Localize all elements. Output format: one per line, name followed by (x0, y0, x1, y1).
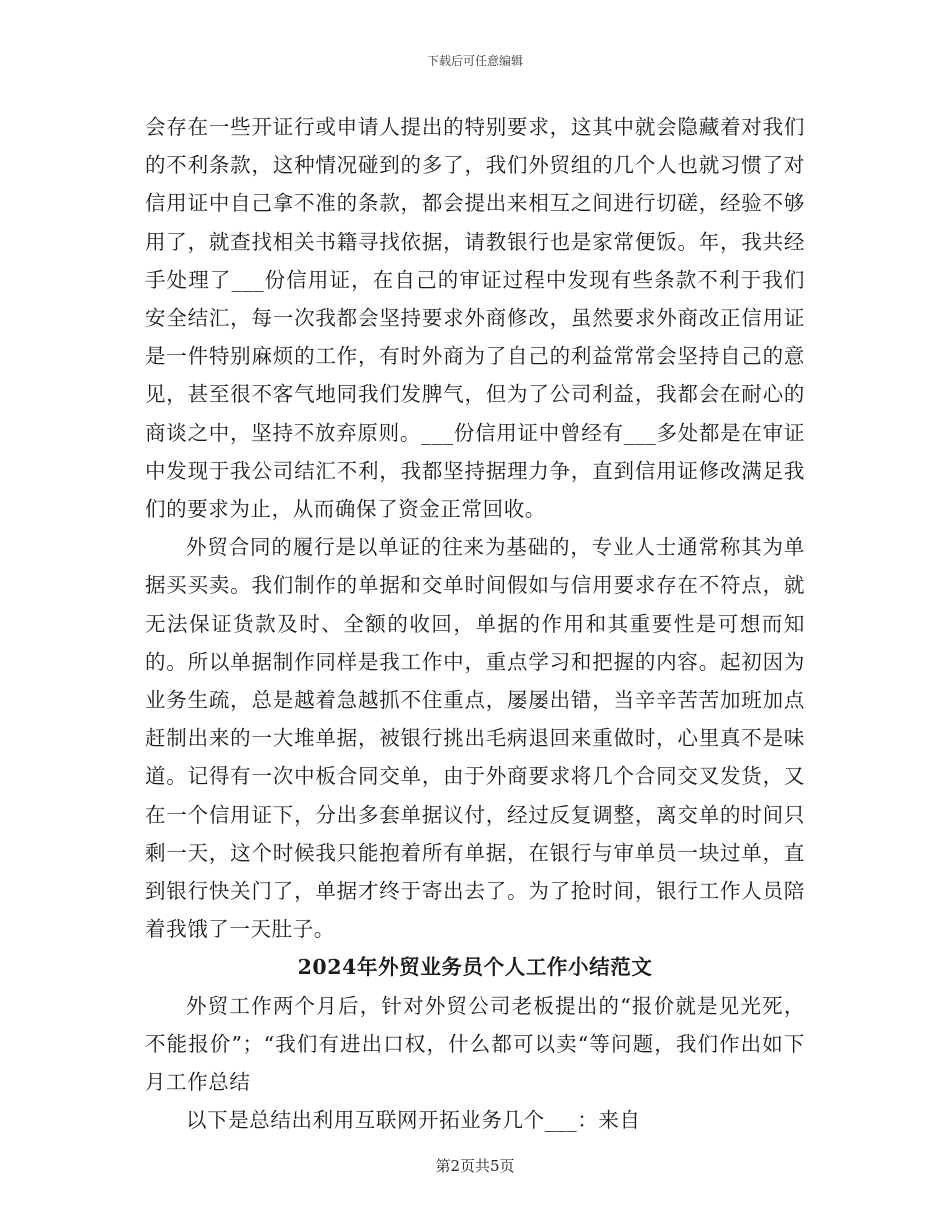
section-title: 2024年外贸业务员个人工作小结范文 (297, 955, 653, 980)
paragraph-letter-of-credit: 会存在一些开证行或申请人提出的特别要求，这其中就会隐藏着对我们的不利条款，这种情况碰到的多了，我们外贸组的几个人也就习惯了对信用证中自己拿不准的条款，都会提出来相互之间进行切磋，经验不够用了，就查找相关书籍寻找依据，请教银行也是家常便饭。年，我共经手处理了___份信用证，在自己的审证过程中发现有些条款不利于我们安全结汇，每一次我都会坚持要求外商修改，虽然要求外商改正信用证是一件特别麻烦的工作，有时外商为了自己的利益常常会坚持自己的意见，甚至很不客气地同我们发脾气，但为了公司利益，我都会在耐心的商谈之中，坚持不放弃原则。___份信用证中曾经有___多处都是在审证中发现于我公司结汇不利，我都坚持据理力争，直到信用证修改满足我们的要求为止，从而确保了资金正常回收。 (145, 115, 805, 522)
paragraph-summary-intro: 外贸工作两个月后，针对外贸公司老板提出的“报价就是见光死，不能报价”；“我们有进出口权，什么都可以卖“等问题，我们作出如下月工作总结 (145, 993, 805, 1095)
page-number-footer: 第2页共5页 (435, 1157, 515, 1175)
paragraph-internet-tips: 以下是总结出利用互联网开拓业务几个___：来自 (186, 1108, 641, 1133)
paragraph-documents: 外贸合同的履行是以单证的往来为基础的，专业人士通常称其为单据买买卖。我们制作的单据和交单时间假如与信用要求存在不符点，就无法保证货款及时、全额的收回，单据的作用和其重要性是可想而知的。所以单据制作同样是我工作中，重点学习和把握的内容。起初因为业务生疏，总是越着急越抓不住重点，屡屡出错，当辛辛苦苦加班加点赶制出来的一大堆单据，被银行挑出毛病退回来重做时，心里真不是味道。记得有一次中板合同交单，由于外商要求将几个合同交叉发货，又在一个信用证下，分出多套单据议付，经过反复调整，离交单的时间只剩一天，这个时候我只能抱着所有单据，在银行与审单员一块过单，直到银行快关门了，单据才终于寄出去了。为了抢时间，银行工作人员陪着我饿了一天肚子。 (145, 535, 805, 942)
document-body (145, 108, 805, 1139)
page-header-note: 下载后可任意编辑 (426, 54, 523, 68)
